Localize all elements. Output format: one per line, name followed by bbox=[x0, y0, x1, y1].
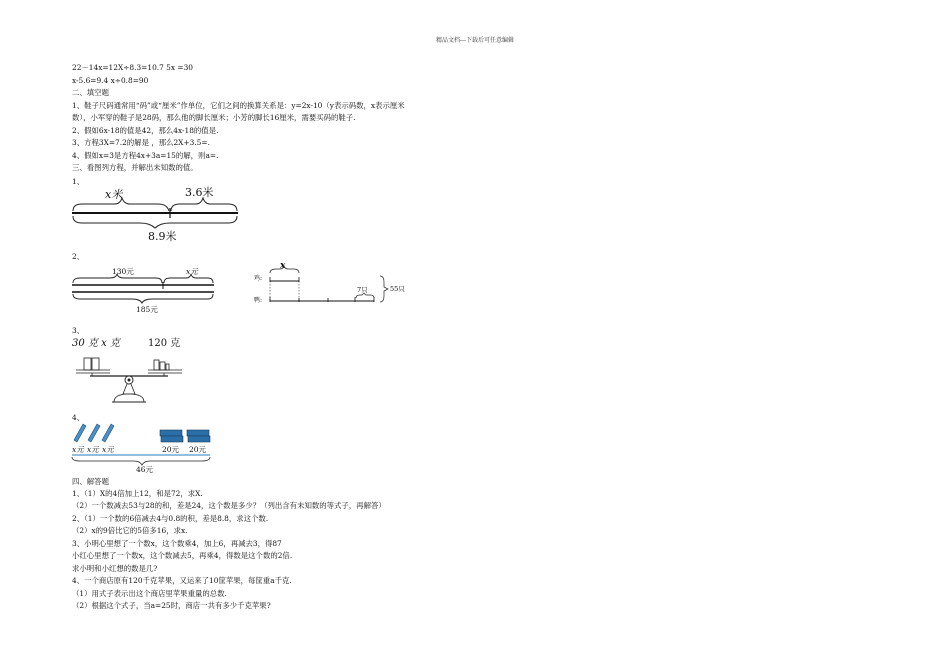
figure-segment-diagram-2 bbox=[70, 265, 220, 315]
segment-total-label: 8.9米 bbox=[148, 230, 177, 243]
question-line: 3、小明心里想了一个数x，这个数乘4，加上6，再减去3，得87 bbox=[72, 539, 282, 548]
segment-total-label: 185元 bbox=[136, 305, 158, 314]
figure-balance-scale bbox=[70, 336, 200, 408]
total-price: 46元 bbox=[136, 465, 154, 474]
question-number: 1、 bbox=[72, 177, 85, 186]
question-line: 求小明和小红想的数是几? bbox=[72, 564, 158, 573]
pen-2-price: x元 bbox=[87, 445, 99, 454]
question-line: 4、一个商店原有120千克苹果，又运来了10筐苹果，每筐重a千克. bbox=[72, 576, 292, 585]
equation-line-2: x-5.6=9.4 x÷0.8=90 bbox=[72, 76, 149, 85]
segment-left-label: x米 bbox=[105, 188, 123, 201]
section-heading-diagram: 三、看图列方程，并解出未知数的值。 bbox=[72, 163, 198, 172]
figure-chicken-duck-diagram bbox=[252, 258, 432, 313]
question-line: （2）根据这个式子，当a=25时，商店一共有多少千克苹果? bbox=[72, 601, 271, 610]
figure-pens-and-books bbox=[70, 420, 220, 474]
question-line: 1、（1）X的4倍加上12，和是72，求X. bbox=[72, 489, 203, 498]
question-line: 4、假如x=3是方程4x+3a=15的解，则a=. bbox=[72, 151, 219, 160]
figure-segment-diagram-1 bbox=[70, 186, 240, 244]
chicken-label: 鸡: bbox=[254, 275, 263, 282]
scale-left-label: 30 克 x 克 bbox=[72, 338, 120, 349]
segment-a-label: 130元 bbox=[112, 267, 134, 276]
question-number: 2、 bbox=[72, 252, 85, 261]
question-number: 3、 bbox=[72, 326, 85, 335]
question-line: 小红心里想了一个数x，这个数减去5，再乘4，得数是这个数的2倍. bbox=[72, 551, 293, 560]
duck-label: 鸭: bbox=[254, 297, 263, 304]
question-line: （2）x的9倍比它的5倍多16，求x. bbox=[72, 526, 188, 535]
section-heading-answer: 四、解答题 bbox=[72, 477, 109, 486]
question-line: 3、方程3X=7.2的解是 ，那么2X+3.5=. bbox=[72, 138, 210, 147]
pen-1-price: x元 bbox=[72, 445, 84, 454]
segment-right-label: 3.6米 bbox=[185, 186, 214, 199]
pen-3-price: x元 bbox=[102, 445, 114, 454]
question-line: 2、（1）一个数的6倍减去4与0.8的积，差是8.8，求这个数. bbox=[72, 514, 269, 523]
question-line: 1、鞋子尺码通常用“码”或“厘米”作单位，它们之间的换算关系是：y=2x-10（y表示码数，x表示厘米 bbox=[72, 101, 405, 110]
chicken-variable-label: x bbox=[280, 261, 286, 271]
equation-line-1: 22－14x=12X÷8.3=10.7 5x =30 bbox=[72, 63, 193, 72]
section-heading-fill-blank: 二、填空题 bbox=[72, 88, 109, 97]
segment-b-label: x元 bbox=[186, 267, 198, 276]
book-1-price: 20元 bbox=[162, 445, 180, 454]
book-2-price: 20元 bbox=[189, 445, 207, 454]
question-line: 2、假如6x-18的值是42，那么4x-18的值是. bbox=[72, 126, 219, 135]
question-line: （2）一个数减去53与28的和，差是24，这个数是多少？（列出含有未知数的等式子，再解答） bbox=[72, 501, 386, 510]
question-line: （1）用式子表示出这个商店里苹果重量的总数. bbox=[72, 589, 227, 598]
sum-label: 55只 bbox=[390, 285, 405, 293]
difference-label: 7只 bbox=[357, 286, 368, 294]
question-line: 数），小军穿的鞋子是28码，那么他的脚长厘米；小芳的脚长16厘米，需要买码的鞋子. bbox=[72, 113, 356, 122]
question-number: 4、 bbox=[72, 413, 85, 422]
scale-right-label: 120 克 bbox=[148, 338, 181, 349]
page-header: 精品文档---下载后可任意编辑 bbox=[435, 37, 515, 44]
